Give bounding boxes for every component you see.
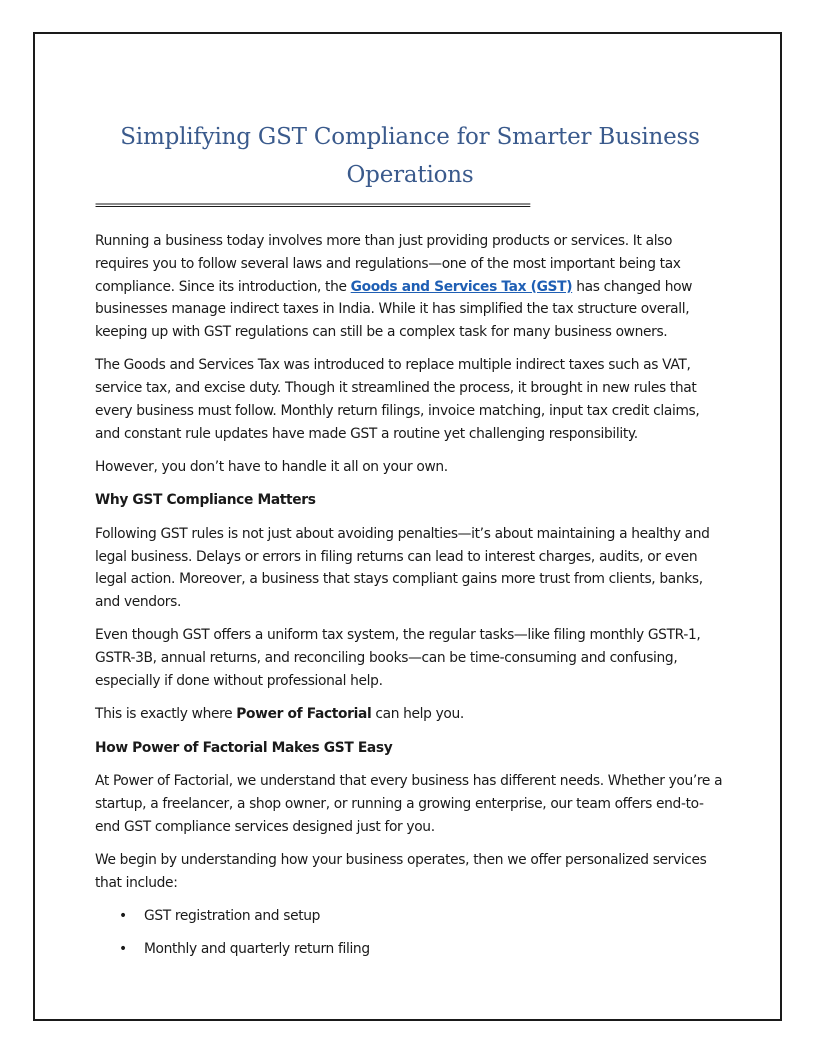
paragraph-tasks: Even though GST offers a uniform tax system, the regular tasks—like filing monthly GSTR-1, GSTR-3B, annual returns, and reconciling books—can be time-consuming and confusing, especially if done without professional help. (95, 627, 701, 690)
list-item (95, 905, 725, 928)
bullet-icon: • (119, 907, 127, 924)
separator-rule: ============================================================================= (95, 198, 530, 212)
bullet-icon: • (119, 941, 127, 958)
paragraph-power-of-factorial (95, 703, 725, 726)
page-title: Simplifying GST Compliance for Smarter Business Operations (120, 124, 700, 188)
document-body (95, 118, 725, 972)
paragraph-reassurance: However, you don’t have to handle it all on your own. (95, 459, 448, 476)
list-item-text: GST registration and setup (144, 907, 321, 924)
heading-how-pof: How Power of Factorial Makes GST Easy (95, 739, 393, 756)
paragraph-services-intro: We begin by understanding how your business operates, then we offer personalized services that include: (95, 851, 707, 891)
list-item-text: Monthly and quarterly return filing (144, 941, 370, 958)
pof-bold: Power of Factorial (236, 706, 372, 723)
gst-link[interactable]: Goods and Services Tax (GST) (350, 278, 573, 295)
paragraph-gst-intro: The Goods and Services Tax was introduced to replace multiple indirect taxes such as VAT, service tax, and excise duty. Though it streamlined the process, it brought in new rules that every business must follow. Monthly return filings, invoice matching, input tax credit claims, and constant rule updates have made GST a routine yet challenging responsibility. (95, 357, 700, 442)
heading-why-gst: Why GST Compliance Matters (95, 492, 316, 509)
pof-text-after: can help you. (371, 706, 464, 723)
services-list (95, 905, 725, 961)
intro-text-end: has changed how businesses manage indirect taxes in India. While it has simplified the tax structure overall, keeping up with GST regulations can still be a complex task for many business owners. (95, 278, 693, 341)
intro-paragraph (95, 230, 725, 344)
list-item (95, 938, 725, 961)
paragraph-understand-needs: At Power of Factorial, we understand that every business has different needs. Whether you’re a startup, a freelancer, a shop owner, or running a growing enterprise, our team offers end-to-end GST compliance services designed just for you. (95, 772, 723, 835)
paragraph-compliance: Following GST rules is not just about avoiding penalties—it’s about maintaining a healthy and legal business. Delays or errors in filing returns can lead to interest charges, audits, or even legal action. Moreover, a business that stays compliant gains more trust from clients, banks, and vendors. (95, 525, 710, 611)
pof-text-before: This is exactly where (95, 706, 237, 723)
intro-text-start: Running a business today involves more than just providing products or services. It also requires you to follow several laws and regulations—one of the most important being tax compliance. Since its introduction, the (95, 233, 681, 295)
